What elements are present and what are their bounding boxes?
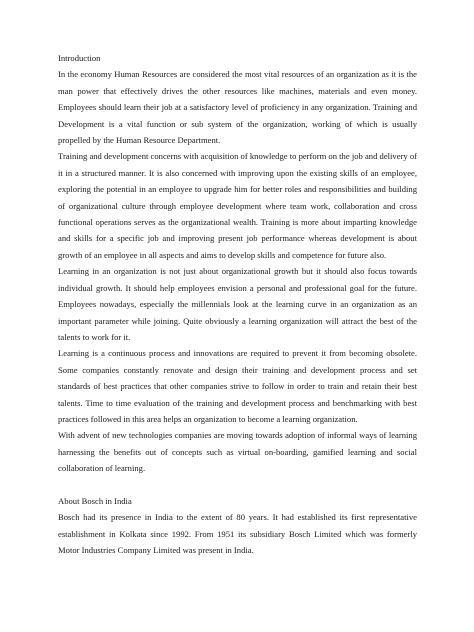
section-heading-bosch: About Bosch in India <box>58 495 132 506</box>
intro-paragraph-5: With advent of new technologies companies are moving towards adoption of informal ways of learning harnessing the benefits out of concepts such as virtual on-boarding, gamified learning and social collaboration of learning. <box>58 430 417 474</box>
intro-paragraph-1: In the economy Human Resources are considered the most vital resources of an organization as it is the man power that effectively drives the other resources like machines, materials and even money. Employees should learn their job at a satisfactory level of proficiency in any organization. Training and Development is a vital function or sub system of the organization, working of which is usually propelled by the Human Resource Department. <box>58 69 417 146</box>
section-heading-introduction: Introduction <box>58 53 101 63</box>
section-spacer <box>58 477 417 493</box>
intro-paragraph-4: Learning is a continuous process and innovations are required to prevent it from becoming obsolete. Some companies constantly renovate and design their training and development process and set standards of best practices that other companies strive to follow in order to train and retain their best talents. Time to time evaluation of the training and development process and benchmarking with best practices followed in this area helps an organization to become a learning organization. <box>58 348 417 424</box>
document-page <box>58 50 417 559</box>
bosch-paragraph-1: Bosch had its presence in India to the extent of 80 years. It had established its first representative establishment in Kolkata since 1992. From 1951 its subsidiary Bosch Limited which was formerly Motor Industries Company Limited was present in India. <box>58 512 417 556</box>
intro-paragraph-2: Training and development concerns with acquisition of knowledge to perform on the job and delivery of it in a structured manner. It is also concerned with improving upon the existing skills of an employee, exploring the potential in an employee to upgrade him for better roles and responsibilities and building of organizational culture through employee development where team work, collaboration and cross functional operations serves as the organizational wealth. Training is more about imparting knowledge and skills for a specific job and improving present job performance whereas development is about growth of an employee in all aspects and aims to develop skills and competence for future also. <box>58 151 417 260</box>
intro-paragraph-3: Learning in an organization is not just about organizational growth but it should also focus towards individual growth. It should help employees envision a personal and professional goal for the future. Employees nowadays, especially the millennials look at the learning curve in an organization as an important parameter while joining. Quite obviously a learning organization will attract the best of the talents to work for it. <box>58 266 417 342</box>
